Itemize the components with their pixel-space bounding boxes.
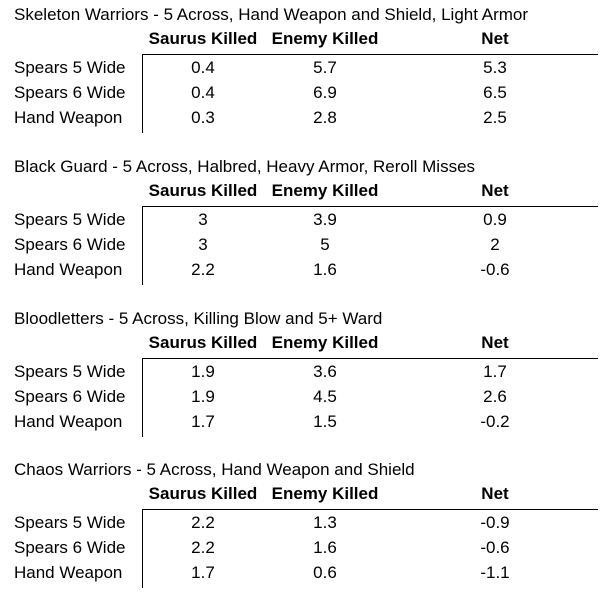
hand-weapon-row [0, 257, 600, 282]
row-label: Spears 5 Wide [14, 362, 126, 381]
row-label: Hand Weapon [14, 260, 123, 279]
row-label: Spears 6 Wide [14, 83, 126, 102]
bloodletters-section [0, 308, 600, 448]
spears-6-wide-row [0, 80, 600, 105]
saurus-killed-cell: 2.2 [191, 538, 215, 557]
enemy-killed-cell: 5 [320, 235, 330, 254]
net-cell: 2.6 [483, 387, 507, 406]
net-cell: -0.9 [480, 513, 510, 532]
row-label: Spears 5 Wide [14, 513, 126, 532]
saurus-killed-cell: 0.4 [191, 58, 215, 77]
black-guard-section [0, 156, 600, 296]
enemy-killed-header: Enemy Killed [271, 484, 379, 503]
saurus-killed-header: Saurus Killed [148, 29, 258, 48]
saurus-killed-cell: 2.2 [191, 513, 215, 532]
net-cell: -0.6 [480, 538, 510, 557]
spears-5-wide-row [0, 359, 600, 384]
enemy-killed-cell: 4.5 [313, 387, 337, 406]
enemy-killed-cell: 1.6 [313, 538, 337, 557]
row-label: Spears 5 Wide [14, 210, 126, 229]
chaos-warriors-section [0, 459, 600, 599]
saurus-killed-header: Saurus Killed [148, 484, 258, 503]
net-cell: 0.9 [483, 210, 507, 229]
enemy-killed-cell: 0.6 [313, 563, 337, 582]
net-cell: 5.3 [483, 58, 507, 77]
spears-5-wide-row [0, 55, 600, 80]
saurus-killed-cell: 1.7 [191, 563, 215, 582]
row-label: Spears 6 Wide [14, 387, 126, 406]
row-label: Spears 6 Wide [14, 235, 126, 254]
saurus-killed-cell: 0.4 [191, 83, 215, 102]
section-title: Skeleton Warriors - 5 Across, Hand Weapon and Shield, Light Armor [14, 5, 529, 24]
section-title: Bloodletters - 5 Across, Killing Blow and 5+ Ward [14, 309, 383, 328]
net-cell: 6.5 [483, 83, 507, 102]
saurus-killed-cell: 1.9 [191, 362, 215, 381]
row-label: Hand Weapon [14, 563, 123, 582]
enemy-killed-header: Enemy Killed [271, 29, 379, 48]
skeleton-warriors-section [0, 4, 600, 144]
enemy-killed-cell: 3.6 [313, 362, 337, 381]
net-cell: 2 [490, 235, 500, 254]
row-label: Hand Weapon [14, 108, 123, 127]
net-cell: -1.1 [480, 563, 510, 582]
saurus-killed-cell: 3 [198, 210, 208, 229]
enemy-killed-cell: 1.6 [313, 260, 337, 279]
enemy-killed-header: Enemy Killed [271, 181, 379, 200]
saurus-killed-cell: 1.7 [191, 412, 215, 431]
saurus-killed-header: Saurus Killed [148, 181, 258, 200]
net-cell: -0.6 [480, 260, 510, 279]
enemy-killed-header: Enemy Killed [271, 333, 379, 352]
enemy-killed-cell: 6.9 [313, 83, 337, 102]
enemy-killed-cell: 2.8 [313, 108, 337, 127]
enemy-killed-cell: 1.5 [313, 412, 337, 431]
net-header: Net [481, 29, 509, 48]
spears-5-wide-row [0, 207, 600, 232]
saurus-killed-cell: 2.2 [191, 260, 215, 279]
hand-weapon-row [0, 409, 600, 434]
net-header: Net [481, 181, 509, 200]
saurus-killed-cell: 1.9 [191, 387, 215, 406]
enemy-killed-cell: 5.7 [313, 58, 337, 77]
spears-6-wide-row [0, 535, 600, 560]
saurus-killed-cell: 3 [198, 235, 208, 254]
net-cell: 1.7 [483, 362, 507, 381]
net-header: Net [481, 333, 509, 352]
enemy-killed-cell: 3.9 [313, 210, 337, 229]
row-label: Hand Weapon [14, 412, 123, 431]
net-cell: 2.5 [483, 108, 507, 127]
spears-6-wide-row [0, 384, 600, 409]
hand-weapon-row [0, 105, 600, 130]
saurus-killed-cell: 0.3 [191, 108, 215, 127]
section-title: Black Guard - 5 Across, Halbred, Heavy Armor, Reroll Misses [14, 157, 476, 176]
hand-weapon-row [0, 560, 600, 585]
row-label: Spears 6 Wide [14, 538, 126, 557]
section-title: Chaos Warriors - 5 Across, Hand Weapon and Shield [14, 460, 415, 479]
enemy-killed-cell: 1.3 [313, 513, 337, 532]
net-cell: -0.2 [480, 412, 510, 431]
spears-5-wide-row [0, 510, 600, 535]
row-label: Spears 5 Wide [14, 58, 126, 77]
net-header: Net [481, 484, 509, 503]
spears-6-wide-row [0, 232, 600, 257]
saurus-killed-header: Saurus Killed [148, 333, 258, 352]
